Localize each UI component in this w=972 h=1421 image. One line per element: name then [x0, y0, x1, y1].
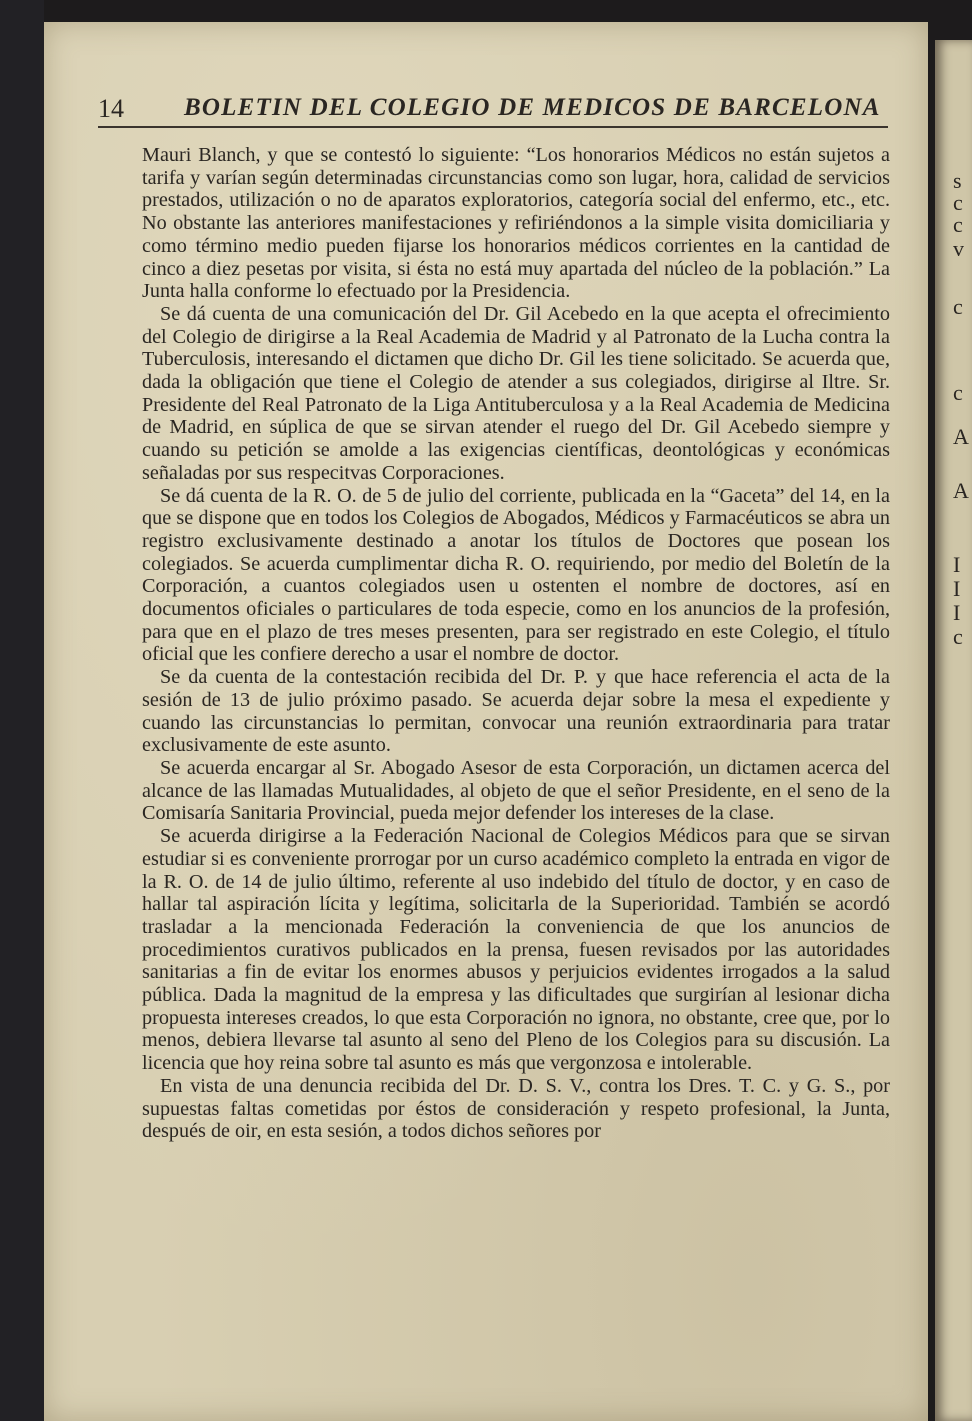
scan-left-background: [0, 0, 44, 1421]
facing-page-fragment: s: [953, 168, 962, 193]
paragraph: Se da cuenta de la contestación recibida del Dr. P. y que hace referencia el acta de la sesión de 13 de julio próximo pasado. Se acuerda dejar sobre la mesa el expediente y cuando las circunstancias lo permitan, convocar una reunión extraordinaria para tratar exclusivamente de este asunto.: [142, 666, 890, 757]
facing-page-edge: [935, 40, 972, 1421]
paragraph: Se dá cuenta de una comunicación del Dr. Gil Acebedo en la que acepta el ofrecimiento del Colegio de dirigirse a la Real Academia de Madrid y al Patronato de la Lucha contra la Tuberculosis, interesando el dictamen que dicho Dr. Gil les tiene solicitado. Se acuerda que, dada la obligación que tiene el Colegio de atender a sus colegiados, dirigirse al Iltre. Sr. Presidente del Real Patronato de la Liga Antituberculosa y a la Real Academia de Medicina de Madrid, en súplica de que se sirvan atender el ruego del Dr. Gil Acebedo siempre y cuando su petición se amolde a las exigencias científicas, deontológicas y económicas señaladas por sus respecitvas Corporaciones.: [142, 302, 890, 484]
journal-title: BOLETIN DEL COLEGIO DE MEDICOS DE BARCELONA: [184, 94, 881, 121]
facing-page-fragment: A: [953, 478, 969, 503]
paragraph: Se acuerda dirigirse a la Federación Nacional de Colegios Médicos para que se sirvan estudiar si es conveniente prorrogar por un curso académico completo la entrada en vigor de la R. O. de 14 de julio último, referente al uso indebido del título de doctor, y en caso de hallar tal aspiración lícita y legítima, solicitarla de la Superioridad. También se acordó trasladar a la mencionada Federación la conveniencia de que los anuncios de procedimientos curativos publicados en la prensa, fuesen revisados por las autoridades sanitarias a fin de evitar los enormes abusos y perjuicios evidentes irrogados a la salud pública. Dada la magnitud de la empresa y las dificultades que surgirían al lesionar dicha propuesta intereses creados, lo que esta Corporación no ignora, no obstante, cree que, por lo menos, debiera llevarse tal asunto al seno del Pleno de los Colegios para su discusión. La licencia que hoy reina sobre tal asunto es más que vergonzosa e intolerable.: [142, 825, 890, 1075]
paragraph: Se dá cuenta de la R. O. de 5 de julio del corriente, publicada en la “Gaceta” del 14, en la que se dispone que en todos los Colegios de Abogados, Médicos y Farmacéuticos se abra un registro exclusivamente destinado a anotar los títulos de Doctores que posean los colegiados. Se acuerda cumplimentar dicha R. O. requiriendo, por medio del Boletín de la Corporación, a cuantos colegiados usen u ostenten el nombre de doctores, así en documentos oficiales o particulares de toda especie, como en los anuncios de la profesión, para que en el plazo de tres meses presenten, para ser registrado en este Colegio, el título oficial que les confiere derecho a usar el nombre de doctor.: [142, 484, 890, 666]
facing-page-fragment: c: [953, 190, 963, 215]
paragraph: Se acuerda encargar al Sr. Abogado Asesor de esta Corporación, un dictamen acerca del alcance de las llamadas Mutualidades, al objeto de que el señor Presidente, en el seno de la Comisaría Sanitaria Provincial, pueda mejor defender los intereses de la clase.: [142, 756, 890, 825]
article-body: [142, 144, 890, 1143]
facing-page-fragment: c: [953, 380, 963, 405]
facing-page-fragment: v: [953, 236, 964, 261]
facing-page-fragment: c: [953, 624, 963, 649]
facing-page-fragment: I: [953, 600, 961, 625]
facing-page-fragment: I: [953, 552, 961, 577]
running-header: [98, 94, 888, 130]
page-number: 14: [98, 94, 124, 123]
facing-page-fragment: c: [953, 212, 963, 237]
paragraph: En vista de una denuncia recibida del Dr. D. S. V., contra los Dres. T. C. y G. S., por supuestas faltas cometidas por éstos de consideración y respeto profesional, la Junta, después de oir, en esta sesión, a todos dichos señores por: [142, 1074, 890, 1143]
facing-page-fragment: A: [953, 424, 969, 449]
facing-page-fragment: c: [953, 294, 963, 319]
header-rule: [98, 126, 888, 128]
paragraph: Mauri Blanch, y que se contestó lo siguiente: “Los honorarios Médicos no están sujetos a tarifa y varían según determinadas circunstancias como son lugar, hora, calidad de servicios prestados, utilización o no de aparatos exploratorios, categoría social del enfermo, etc., etc. No obstante las anteriores manifestaciones y refiriéndonos a la simple visita domiciliaria y como término medio pueden fijarse los honorarios médicos corrientes en la cantidad de cinco a diez pesetas por visita, si ésta no está muy apartada del núcleo de la población.” La Junta halla conforme lo efectuado por la Presidencia.: [142, 144, 890, 303]
facing-page-fragment: I: [953, 576, 961, 601]
